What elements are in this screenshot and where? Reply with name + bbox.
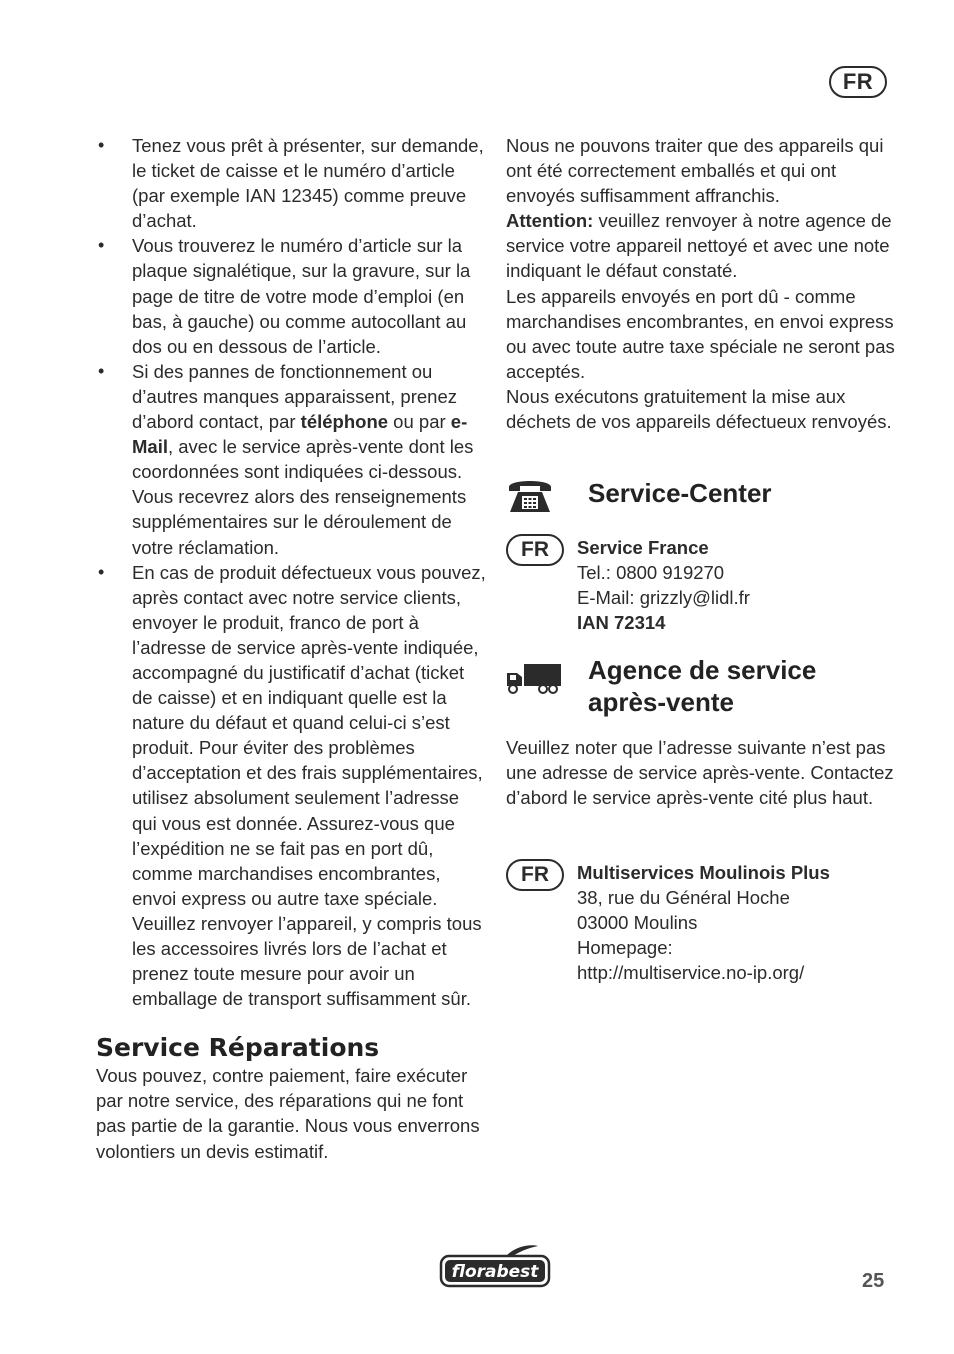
repairs-text: Vous pouvez, contre paiement, faire exécuter par notre service, des réparations qui ne font pas partie de la garantie. Nous vous enverrons volontiers un devis estimatif. [96,1065,480,1162]
contact-phone: Tel.: 0800 919270 [577,562,725,584]
list-item: • En cas de produit défectueux vous pouvez, après contact avec notre service clients, envoyer le produit, franco de port à l’adresse de service après-vente indiquée, accompagné du justificatif d’achat (ticket de caisse) et en indiquant quelle est la nature du défaut et quand celui-ci s’est produit. Pour éviter des problèmes d’acceptation et des frais supplémentaires, utilisez absolument seulement l’adresse qui vous est donnée. Assurez-vous que l’expédition ne se fait pas en port dû, comme marchandises encombrantes, envoi express ou autre taxe spéciale. Veuillez renvoyer l’appareil, y compris tous les accessoires livrés lors de l’achat et prenez toute mesure pour avoir un emballage de transport suffisamment sûr. [96,560,488,1012]
page-number: 25 [862,1270,885,1292]
attention-paragraph [506,208,896,283]
bold-email: e-Mail [132,411,468,458]
service-center-heading: Service-Center [588,478,772,508]
country-badge-fr: FR [506,859,564,891]
contact-email: E-Mail: grizzly@lidl.fr [577,587,750,609]
country-badge-fr: FR [506,534,564,566]
agence-heading: Agence de service après-vente [588,655,817,717]
telephone-icon [506,475,554,515]
logo-text: florabest [451,1262,539,1282]
service-france-contact [577,535,750,635]
agency-name: Multiservices Moulinois Plus [577,862,830,883]
left-column [96,133,488,1164]
agency-street: 38, rue du Général Hoche [577,887,790,909]
agency-city: 03000 Moulins [577,912,698,934]
homepage-link[interactable]: http://multiservice.no-ip.org/ [577,962,805,984]
list-item: • Tenez vous prêt à présenter, sur demande, le ticket de caisse et le numéro d’article (par exemple IAN 12345) comme preuve d’achat. [96,133,488,233]
homepage-label: Homepage: [577,937,673,959]
paragraph: Nous exécutons gratuitement la mise aux déchets de vos appareils défectueux renvoyés. [506,385,892,433]
bullet-text: ou par [388,411,451,433]
paragraph: Nous ne pouvons traiter que des appareils qui ont été correctement emballés et qui ont envoyés suffisamment affranchis. [506,135,884,207]
attention-text: veuillez renvoyer à notre agence de service votre appareil nettoyé et avec une note indiquant le défaut constaté. [506,210,892,282]
paragraph: Les appareils envoyés en port dû - comme marchandises encombrantes, en envoi express ou avec toute autre taxe spéciale ne seront pas acceptés. [506,285,895,382]
bold-phone: téléphone [300,411,389,433]
bullet-text: , avec le service après-vente dont les coordonnées sont indiquées ci-dessous. Vous recevrez alors des renseignements supplémentaires sur le déroulement de votre réclamation. [132,436,474,558]
list-item: • Vous trouverez le numéro d’article sur la plaque signalétique, sur la gravure, sur la page de titre de votre mode d’emploi (en bas, à gauche) ou comme autocollant au dos ou en dessous de l’article. [96,233,488,358]
florabest-logo [438,1244,552,1290]
right-column [506,133,896,434]
language-badge: FR [829,66,887,98]
repairs-heading: Service Réparations [96,1033,380,1063]
multiservices-contact [577,860,830,985]
bullet-text: Si des pannes de fonctionnement ou d’autres manques apparaissent, prenez d’abord contact, par [132,360,457,433]
bullet-list [96,133,488,1011]
contact-name: Service France [577,537,709,558]
contact-ian: IAN 72314 [577,612,666,634]
list-item [96,359,488,560]
agence-note: Veuillez noter que l’adresse suivante n’est pas une adresse de service après-vente. Contactez d’abord le service après-vente cité plus haut. [506,737,894,809]
attention-label: Attention: [506,210,594,232]
truck-icon [506,662,562,694]
